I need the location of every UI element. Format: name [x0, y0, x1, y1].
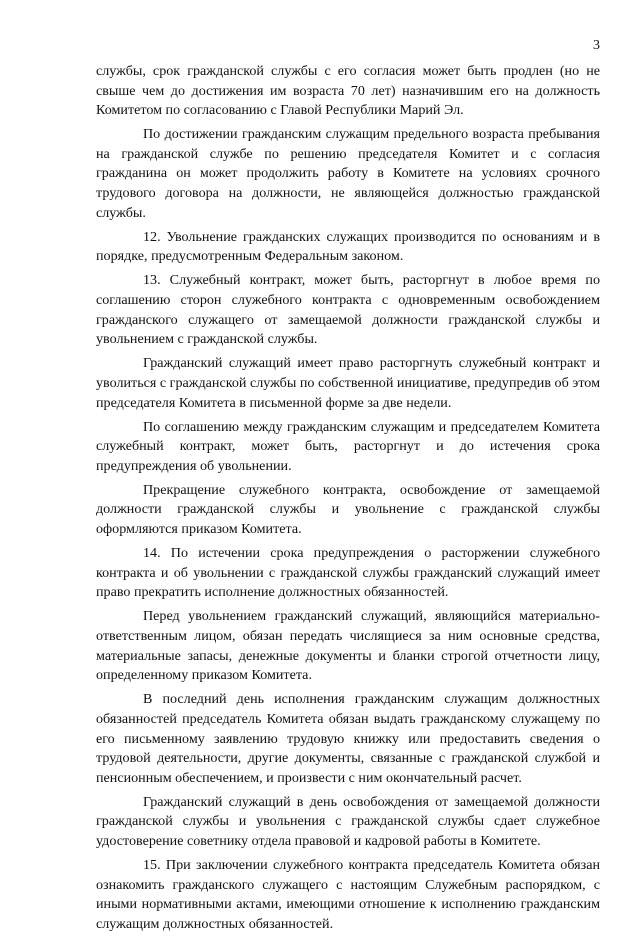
paragraph-13-contract-termination: 13. Служебный контракт, может быть, расторгнут в любое время по соглашению сторон служебного контракта с одновременным освобождением гражданского служащего от замещаемой должности гражданской службы и увольнением с гражданской службы. [96, 272, 600, 348]
paragraph-15-familiarization: 15. При заключении служебного контракта председатель Комитета обязан ознакомить гражданского служащего с настоящим Служебным распорядком, с иными нормативными актами, имеющими отношение к исполнению гражданским служащим должностных обязанностей. [96, 857, 600, 932]
paragraph-14-notice-expiry: 14. По истечении срока предупреждения о расторжении служебного контракта и об увольнении с гражданской службы гражданский служащий имеет право прекратить исполнение должностных обязанностей. [96, 545, 600, 601]
paragraph-id-return: Гражданский служащий в день освобождения от замещаемой должности гражданской службы и увольнения с гражданской службы сдает служебное удостоверение советнику отдела правовой и кадровой работы в Комитете. [96, 793, 600, 849]
paragraph-retirement-age: По достижении гражданским служащим предельного возраста пребывания на гражданской службе по решению председателя Комитет и с согласия гражданина он может продолжить работу в Комитете на условиях срочного трудового договора на должности, не являющейся должностью гражданской службы. [96, 126, 600, 221]
paragraph-last-day: В последний день исполнения гражданским служащим должностных обязанностей председатель Комитета обязан выдать гражданскому служащему по его письменному заявлению трудовую книжку или предоставить сведения о трудовой деятельности, другие документы, связанные с гражданской службой и пенсионным обеспечением, и произвести с ним окончательный расчет. [96, 691, 600, 786]
paragraph-order-formalization: Прекращение служебного контракта, освобождение от замещаемой должности гражданской службы и увольнение с гражданской службы оформляются приказом Комитета. [96, 481, 600, 538]
paragraph-asset-handover: Перед увольнением гражданский служащий, являющийся материально-ответственным лицом, обязан передать числящиеся за ним основные средства, материальные запасы, денежные документы и бланки строгой отчетности лицу, определенному приказом Комитета. [96, 608, 600, 684]
paragraph-12-dismissal: 12. Увольнение гражданских служащих производится по основаниям и в порядке, предусмотренным Федеральным законом. [96, 228, 600, 265]
paragraph-mutual-agreement: По соглашению между гражданским служащим и председателем Комитета служебный контракт, может быть, расторгнут и до истечения срока предупреждения об увольнении. [96, 418, 600, 474]
document-body [96, 62, 600, 939]
paragraph-continuation: службы, срок гражданской службы с его согласия может быть продлен (но не свыше чем до достижения им возраста 70 лет) назначившим его на должность Комитетом по согласованию с Главой Республики Марий Эл. [96, 63, 600, 119]
paragraph-own-initiative: Гражданский служащий имеет право расторгнуть служебный контракт и уволиться с гражданской службы по собственной инициативе, предупредив об этом председателя Комитета в письменной форме за две недели. [96, 355, 600, 411]
page-number: 3 [593, 38, 600, 53]
